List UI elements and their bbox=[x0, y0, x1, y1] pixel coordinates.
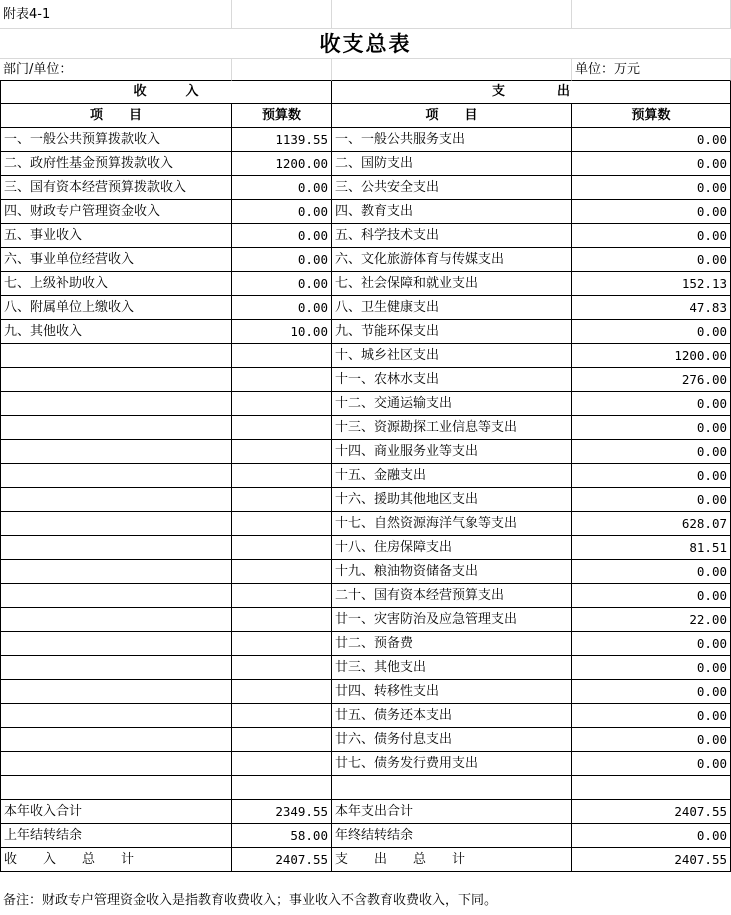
income-item-name: 二、政府性基金预算拨款收入 bbox=[0, 152, 232, 176]
income-item-value bbox=[232, 752, 332, 776]
income-total-name: 上年结转结余 bbox=[0, 824, 232, 848]
expense-item-value: 0.00 bbox=[572, 320, 731, 344]
footnote: 备注：财政专户管理资金收入是指教育收费收入；事业收入不含教育收费收入，下同。 bbox=[3, 893, 498, 908]
income-item-name: 六、事业单位经营收入 bbox=[0, 248, 232, 272]
table-row bbox=[0, 152, 731, 176]
income-item-name bbox=[0, 368, 232, 392]
income-item-name bbox=[0, 416, 232, 440]
expense-item-name: 十二、交通运输支出 bbox=[332, 392, 572, 416]
title-row bbox=[0, 29, 731, 59]
dept-label: 部门/单位： bbox=[0, 59, 232, 81]
expense-item-name: 五、科学技术支出 bbox=[332, 224, 572, 248]
income-item-header: 项 目 bbox=[0, 104, 232, 128]
total-row bbox=[0, 800, 731, 824]
expense-item-value: 628.07 bbox=[572, 512, 731, 536]
expense-item-value: 0.00 bbox=[572, 680, 731, 704]
income-item-value bbox=[232, 464, 332, 488]
table-row bbox=[0, 488, 731, 512]
table-row bbox=[0, 440, 731, 464]
expense-item-name: 廿五、债务还本支出 bbox=[332, 704, 572, 728]
expense-item-name: 十七、自然资源海洋气象等支出 bbox=[332, 512, 572, 536]
table-row bbox=[0, 344, 731, 368]
income-group-header: 收 入 bbox=[0, 81, 332, 104]
income-item-value bbox=[232, 440, 332, 464]
expense-item-name: 十八、住房保障支出 bbox=[332, 536, 572, 560]
income-item-value bbox=[232, 632, 332, 656]
expense-item-name: 六、文化旅游体育与传媒支出 bbox=[332, 248, 572, 272]
income-item-name: 三、国有资本经营预算拨款收入 bbox=[0, 176, 232, 200]
expense-item-value: 0.00 bbox=[572, 392, 731, 416]
expense-item-name: 十六、援助其他地区支出 bbox=[332, 488, 572, 512]
expense-item-value: 1200.00 bbox=[572, 344, 731, 368]
income-item-value: 10.00 bbox=[232, 320, 332, 344]
expense-item-name: 廿七、债务发行费用支出 bbox=[332, 752, 572, 776]
blank-row bbox=[0, 776, 731, 800]
expense-item-name: 十九、粮油物资储备支出 bbox=[332, 560, 572, 584]
income-item-value: 0.00 bbox=[232, 296, 332, 320]
income-item-value: 1200.00 bbox=[232, 152, 332, 176]
income-item-value bbox=[232, 728, 332, 752]
income-item-value bbox=[232, 344, 332, 368]
expense-item-name: 九、节能环保支出 bbox=[332, 320, 572, 344]
expense-item-value: 0.00 bbox=[572, 416, 731, 440]
income-item-value bbox=[232, 608, 332, 632]
table-number: 附表4-1 bbox=[0, 0, 232, 29]
expense-item-value: 152.13 bbox=[572, 272, 731, 296]
income-item-name bbox=[0, 632, 232, 656]
table-number-row bbox=[0, 0, 731, 29]
income-item-name: 四、财政专户管理资金收入 bbox=[0, 200, 232, 224]
table-row bbox=[0, 224, 731, 248]
table-row bbox=[0, 320, 731, 344]
income-item-value: 0.00 bbox=[232, 176, 332, 200]
income-item-name bbox=[0, 392, 232, 416]
income-item-name bbox=[0, 752, 232, 776]
expense-item-value: 0.00 bbox=[572, 752, 731, 776]
income-item-value bbox=[232, 704, 332, 728]
table-row bbox=[0, 560, 731, 584]
income-item-value bbox=[232, 680, 332, 704]
table-row bbox=[0, 200, 731, 224]
income-item-name: 九、其他收入 bbox=[0, 320, 232, 344]
income-item-value bbox=[232, 368, 332, 392]
income-item-name: 一、一般公共预算拨款收入 bbox=[0, 128, 232, 152]
expense-total-name: 年终结转结余 bbox=[332, 824, 572, 848]
dept-unit-row bbox=[0, 59, 731, 81]
income-item-name bbox=[0, 512, 232, 536]
income-item-name bbox=[0, 584, 232, 608]
expense-item-name: 二十、国有资本经营预算支出 bbox=[332, 584, 572, 608]
expense-item-value: 47.83 bbox=[572, 296, 731, 320]
expense-item-name: 十、城乡社区支出 bbox=[332, 344, 572, 368]
table-row bbox=[0, 464, 731, 488]
expense-total-name: 本年支出合计 bbox=[332, 800, 572, 824]
income-total-value: 58.00 bbox=[232, 824, 332, 848]
expense-item-name: 廿一、灾害防治及应急管理支出 bbox=[332, 608, 572, 632]
income-item-name bbox=[0, 560, 232, 584]
expense-item-value: 0.00 bbox=[572, 464, 731, 488]
table-row bbox=[0, 680, 731, 704]
income-item-value bbox=[232, 392, 332, 416]
table-row bbox=[0, 752, 731, 776]
expense-item-value: 0.00 bbox=[572, 584, 731, 608]
table-row bbox=[0, 656, 731, 680]
income-item-value bbox=[232, 512, 332, 536]
income-item-value: 0.00 bbox=[232, 224, 332, 248]
table-row bbox=[0, 248, 731, 272]
column-header-row bbox=[0, 104, 731, 128]
table-row bbox=[0, 584, 731, 608]
income-item-value: 0.00 bbox=[232, 248, 332, 272]
total-row bbox=[0, 824, 731, 848]
table-row bbox=[0, 536, 731, 560]
income-total-name: 本年收入合计 bbox=[0, 800, 232, 824]
expense-total-value: 2407.55 bbox=[572, 848, 731, 872]
expense-item-value: 276.00 bbox=[572, 368, 731, 392]
expense-item-value: 0.00 bbox=[572, 152, 731, 176]
table-row bbox=[0, 296, 731, 320]
table-row bbox=[0, 512, 731, 536]
note-row bbox=[0, 886, 731, 915]
total-row bbox=[0, 848, 731, 872]
expense-item-value: 0.00 bbox=[572, 560, 731, 584]
expense-item-value: 0.00 bbox=[572, 656, 731, 680]
expense-item-name: 廿六、债务付息支出 bbox=[332, 728, 572, 752]
income-total-value: 2349.55 bbox=[232, 800, 332, 824]
expense-item-name: 廿四、转移性支出 bbox=[332, 680, 572, 704]
expense-item-value: 0.00 bbox=[572, 248, 731, 272]
page-title: 收支总表 bbox=[0, 29, 731, 59]
income-item-value bbox=[232, 560, 332, 584]
income-item-value: 1139.55 bbox=[232, 128, 332, 152]
expense-item-value: 0.00 bbox=[572, 176, 731, 200]
expense-item-name: 七、社会保障和就业支出 bbox=[332, 272, 572, 296]
expense-budget-header: 预算数 bbox=[572, 104, 731, 128]
expense-item-name: 八、卫生健康支出 bbox=[332, 296, 572, 320]
expense-total-value: 2407.55 bbox=[572, 800, 731, 824]
table-row bbox=[0, 416, 731, 440]
expense-item-value: 0.00 bbox=[572, 224, 731, 248]
income-item-name bbox=[0, 680, 232, 704]
income-item-name: 七、上级补助收入 bbox=[0, 272, 232, 296]
expense-item-name: 廿三、其他支出 bbox=[332, 656, 572, 680]
table-row bbox=[0, 272, 731, 296]
table-row bbox=[0, 632, 731, 656]
expense-item-value: 22.00 bbox=[572, 608, 731, 632]
unit-label: 单位：万元 bbox=[572, 59, 731, 81]
table-row bbox=[0, 392, 731, 416]
expense-item-value: 0.00 bbox=[572, 128, 731, 152]
income-total-name: 收 入 总 计 bbox=[0, 848, 232, 872]
income-item-name bbox=[0, 464, 232, 488]
table-row bbox=[0, 608, 731, 632]
income-item-value bbox=[232, 536, 332, 560]
expense-item-name: 十四、商业服务业等支出 bbox=[332, 440, 572, 464]
expense-item-value: 0.00 bbox=[572, 728, 731, 752]
expense-group-header: 支 出 bbox=[332, 81, 731, 104]
income-item-value bbox=[232, 488, 332, 512]
expense-item-name: 十一、农林水支出 bbox=[332, 368, 572, 392]
expense-item-name: 四、教育支出 bbox=[332, 200, 572, 224]
expense-item-value: 0.00 bbox=[572, 200, 731, 224]
income-item-value: 0.00 bbox=[232, 200, 332, 224]
income-total-value: 2407.55 bbox=[232, 848, 332, 872]
expense-item-value: 0.00 bbox=[572, 704, 731, 728]
table-row bbox=[0, 728, 731, 752]
expense-item-name: 十五、金融支出 bbox=[332, 464, 572, 488]
expense-item-header: 项 目 bbox=[332, 104, 572, 128]
expense-item-name: 廿二、预备费 bbox=[332, 632, 572, 656]
income-item-value bbox=[232, 656, 332, 680]
table-row bbox=[0, 176, 731, 200]
income-item-name bbox=[0, 440, 232, 464]
income-item-name bbox=[0, 488, 232, 512]
income-item-name: 五、事业收入 bbox=[0, 224, 232, 248]
table-row bbox=[0, 368, 731, 392]
table-row bbox=[0, 128, 731, 152]
income-item-value: 0.00 bbox=[232, 272, 332, 296]
income-item-value bbox=[232, 584, 332, 608]
expense-item-value: 0.00 bbox=[572, 488, 731, 512]
expense-item-name: 二、国防支出 bbox=[332, 152, 572, 176]
income-item-value bbox=[232, 416, 332, 440]
expense-item-name: 三、公共安全支出 bbox=[332, 176, 572, 200]
income-item-name bbox=[0, 344, 232, 368]
expense-total-name: 支 出 总 计 bbox=[332, 848, 572, 872]
income-budget-header: 预算数 bbox=[232, 104, 332, 128]
expense-item-name: 十三、资源勘探工业信息等支出 bbox=[332, 416, 572, 440]
expense-item-value: 0.00 bbox=[572, 440, 731, 464]
income-item-name bbox=[0, 608, 232, 632]
income-item-name bbox=[0, 728, 232, 752]
expense-item-value: 0.00 bbox=[572, 632, 731, 656]
income-item-name: 八、附属单位上缴收入 bbox=[0, 296, 232, 320]
expense-item-name: 一、一般公共服务支出 bbox=[332, 128, 572, 152]
table-row bbox=[0, 704, 731, 728]
expense-total-value: 0.00 bbox=[572, 824, 731, 848]
income-item-name bbox=[0, 536, 232, 560]
expense-item-value: 81.51 bbox=[572, 536, 731, 560]
income-item-name bbox=[0, 704, 232, 728]
group-header-row bbox=[0, 81, 731, 104]
income-item-name bbox=[0, 656, 232, 680]
